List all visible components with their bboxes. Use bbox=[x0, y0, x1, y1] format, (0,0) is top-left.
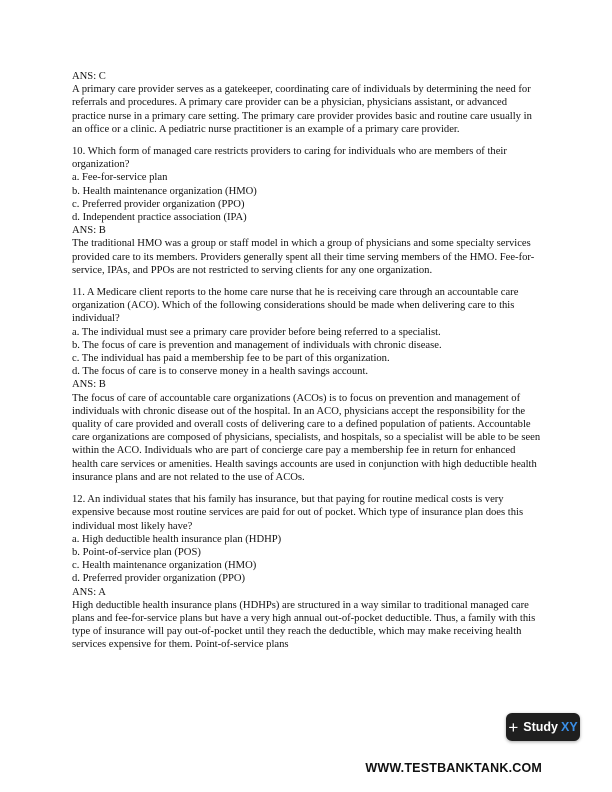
rationale: High deductible health insurance plans (HDHPs) are structured in a way similar to traditional managed care plans and fee-for-service plans but have a very high annual out-of-pocket deductible. Thus, a family with this type of insurance will pay out-of-pocket until they reach the deductible, which may make receiving health services expensive for them. Point-of-service plans bbox=[72, 599, 536, 651]
answer-option: a. Fee-for-service plan bbox=[72, 172, 168, 184]
plus-icon: + bbox=[508, 717, 519, 737]
badge-brand-study: Study bbox=[523, 720, 558, 734]
answer-option: c. The individual has paid a membership fee to be part of this organization. bbox=[72, 353, 390, 365]
answer-option: b. Health maintenance organization (HMO) bbox=[72, 185, 257, 197]
answer-option: d. Preferred provider organization (PPO) bbox=[72, 573, 246, 585]
answer-key: ANS: B bbox=[72, 379, 106, 391]
question-stem: 10. Which form of managed care restricts providers to caring for individuals who are members of their organization? bbox=[72, 146, 507, 171]
footer-website: WWW.TESTBANKTANK.COM bbox=[365, 761, 542, 775]
rationale: A primary care provider serves as a gatekeeper, coordinating care of individuals by determining the need for referrals and procedures. A primary care provider can be a physician, physicians assistant, or advanced practice nurse in a primary care setting. The primary care provider provides basic and routine care usually in an office or a clinic. A pediatric nurse practitioner is an example of a primary care provider. bbox=[72, 84, 532, 135]
answer-key: ANS: A bbox=[72, 586, 106, 598]
answer-option: c. Health maintenance organization (HMO) bbox=[72, 560, 257, 572]
question-stem: 11. A Medicare client reports to the home care nurse that he is receiving care through an accountable care organization (ACO). Which of the following considerations should be made when delivering care to this individual? bbox=[72, 287, 519, 325]
question-stem: 12. An individual states that his family has insurance, but that paying for routine medical costs is very expensive because most routine services are paid for out of pocket. Which type of insurance plan does this individual most likely have? bbox=[72, 494, 524, 532]
answer-option: b. Point-of-service plan (POS) bbox=[72, 546, 201, 558]
answer-option: a. The individual must see a primary care provider before being referred to a specialist. bbox=[72, 326, 441, 338]
answer-option: c. Preferred provider organization (PPO) bbox=[72, 198, 245, 210]
answer-key: ANS: B bbox=[72, 225, 106, 237]
document-page bbox=[72, 70, 542, 652]
rationale: The traditional HMO was a group or staff model in which a group of physicians and some specialty services provided care to its members. Providers generally spent all their time serving members of the HMO. Fee-for-service, IPAs, and PPOs are not restricted to serving clients for any one organization. bbox=[72, 238, 535, 276]
answer-option: d. The focus of care is to conserve money in a health savings account. bbox=[72, 366, 369, 378]
rationale: The focus of care of accountable care organizations (ACOs) is to focus on prevention and management of individuals with chronic disease out of the hospital. In an ACO, physicians accept the responsibility for the quality of care provided and overall costs of delivering care to a defined population of patients. Accountable care organizations are composed of physicians, specialists, and hospitals, so a specialist will be able to be seen within the ACO. Individuals who are part of concierge care pay a membership fee in return for enhanced health care services or amenities. Health savings accounts are used in conjunction with high deductible health insurance plans and are not related to the use of ACOs. bbox=[72, 392, 541, 483]
answer-option: d. Independent practice association (IPA) bbox=[72, 212, 247, 224]
answer-option: b. The focus of care is prevention and management of individuals with chronic disease. bbox=[72, 339, 442, 351]
answer-key: ANS: C bbox=[72, 71, 106, 82]
badge-brand-xy: XY bbox=[560, 720, 578, 734]
answer-option: a. High deductible health insurance plan (HDHP) bbox=[72, 533, 282, 545]
studyxy-badge[interactable] bbox=[506, 713, 580, 741]
